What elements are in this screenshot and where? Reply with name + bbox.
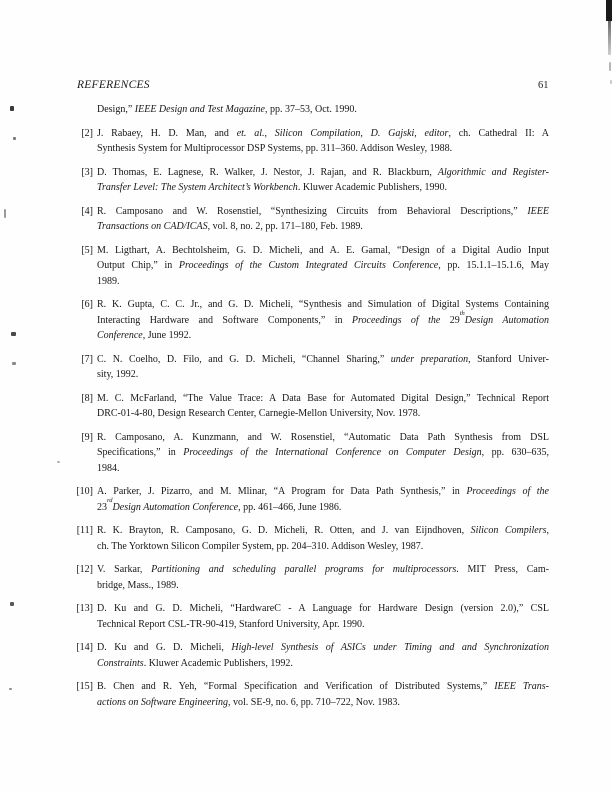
- text-segment: R. Camposano and W. Rosenstiel, “Synthesizing Circuits from Behavioral Descriptions,”: [97, 205, 528, 217]
- text-segment: th: [459, 309, 465, 317]
- scan-artifact: [10, 106, 14, 111]
- reference-label: [15]: [76, 681, 93, 692]
- text-segment: , vol. SE-9, no. 6, pp. 710–722, Nov. 1983.: [228, 696, 400, 708]
- scan-artifact: [4, 209, 6, 218]
- text-segment: Silicon Compilation, D. Gajski, editor: [274, 127, 449, 139]
- text-segment: Design Automation Conference: [112, 501, 239, 513]
- text-segment: Proceedings of the: [466, 486, 549, 497]
- reference-line: [97, 328, 549, 344]
- reference-label: [10]: [76, 486, 93, 497]
- text-segment: rd: [107, 496, 113, 504]
- reference-line: [97, 679, 549, 695]
- text-segment: , pp. 630–635,: [481, 447, 550, 458]
- reference-item: [81, 297, 550, 344]
- reference-line: [97, 562, 549, 578]
- reference-label: [7]: [81, 353, 93, 365]
- reference-line: [97, 297, 549, 313]
- reference-line: [97, 352, 549, 368]
- text-segment: A. Parker, J. Pizarro, and M. Mlinar, “A Program for Data Path Synthesis,” in: [97, 486, 467, 497]
- text-segment: IEEE Design and Test Magazine: [134, 104, 265, 115]
- scan-artifact: [57, 461, 60, 463]
- text-segment: . Kluwer Academic Publishers, 1992.: [143, 657, 293, 669]
- reference-label: [3]: [81, 166, 93, 178]
- reference-label: [5]: [81, 244, 93, 256]
- text-segment: Synthesis System for Multiprocessor DSP Systems, pp. 311–360. Addison Wesley, 1988.: [97, 143, 453, 154]
- scan-artifact: [608, 21, 611, 55]
- text-segment: Conference: [97, 330, 143, 341]
- reference-item: [76, 484, 549, 515]
- scan-artifact: [606, 0, 612, 21]
- reference-label: [14]: [76, 642, 93, 653]
- text-segment: R. K. Brayton, R. Camposano, G. D. Micheli, R. Otten, and J. van Eijndhoven,: [97, 525, 471, 536]
- text-segment: R. Camposano, A. Kunzmann, and W. Rosenstiel, “Automatic Data Path Synthesis from DSL: [97, 431, 549, 443]
- text-segment: Interacting Hardware and Software Components,” in: [97, 314, 352, 326]
- text-segment: Transfer Level: The System Architect’s Workbench: [97, 182, 298, 193]
- text-segment: actions on Software Engineering: [97, 696, 229, 708]
- text-segment: Technical Report CSL-TR-90-419, Stanford University, Apr. 1990.: [97, 618, 365, 630]
- reference-line: [97, 367, 549, 383]
- text-segment: B. Chen and R. Yeh, “Formal Specification and Verification of Distributed Systems,”: [97, 681, 495, 692]
- text-segment: , pp. 461–466, June 1986.: [238, 501, 342, 513]
- reference-line: [97, 461, 549, 477]
- text-segment: , ch. Cathedral II: A: [448, 127, 550, 139]
- reference-line: [97, 496, 549, 516]
- text-segment: Proceedings of the International Conference on Computer Design: [183, 447, 482, 458]
- text-segment: V. Sarkar,: [97, 564, 152, 575]
- text-segment: Transactions on CAD/ICAS: [97, 221, 208, 232]
- reference-label: [8]: [81, 392, 93, 404]
- scan-artifact: [9, 688, 12, 690]
- text-segment: C. N. Coelho, D. Filo, and G. D. Micheli, “Channel Sharing,”: [97, 353, 391, 365]
- reference-line: [97, 204, 549, 220]
- reference-line: [97, 274, 549, 290]
- reference-line: [97, 656, 549, 672]
- text-segment: 1989.: [97, 275, 120, 287]
- reference-item: [76, 601, 549, 632]
- scan-artifact: [12, 362, 16, 365]
- text-segment: 29: [440, 314, 460, 326]
- reference-label: [2]: [81, 127, 93, 139]
- text-segment: Constraints: [97, 657, 144, 669]
- text-segment: DRC-01-4-80, Design Research Center, Carnegie-Mellon University, Nov. 1978.: [97, 408, 421, 419]
- reference-label: [9]: [81, 431, 93, 443]
- reference-line: [97, 219, 549, 235]
- text-segment: M. Ligthart, A. Bechtolsheim, G. D. Micheli, and A. E. Gamal, “Design of a Digital Audio Input: [97, 244, 549, 256]
- reference-item: [81, 126, 550, 157]
- reference-line: [97, 617, 549, 633]
- reference-item: [81, 165, 550, 196]
- text-segment: High-level Synthesis of ASICs under Timing and and Synchronization: [231, 642, 549, 653]
- text-segment: Partitioning and scheduling parallel programs for multiprocessors: [151, 564, 457, 575]
- text-segment: J. Rabaey, H. D. Man, and: [97, 127, 237, 139]
- reference-line: [97, 180, 549, 196]
- reference-line: [97, 484, 549, 500]
- reference-line: [97, 523, 549, 539]
- text-segment: D. Ku and G. D. Micheli,: [97, 642, 232, 653]
- reference-line: [97, 258, 549, 274]
- reference-item: [76, 679, 549, 710]
- text-segment: Algorithmic and Register-: [437, 166, 550, 178]
- text-segment: Silicon Compilers: [470, 525, 547, 536]
- reference-line: [97, 126, 549, 142]
- reference-line: [97, 430, 549, 446]
- text-segment: Specifications,” in: [97, 447, 184, 458]
- reference-item: [81, 243, 549, 290]
- page-number: 61: [538, 80, 549, 91]
- text-segment: under preparation: [390, 353, 469, 365]
- reference-label: [6]: [81, 299, 93, 310]
- reference-label: [4]: [81, 205, 93, 217]
- reference-line: [97, 102, 549, 118]
- text-segment: , pp. 15.1.1–15.1.6, May: [438, 260, 549, 271]
- text-segment: , June 1992.: [142, 330, 192, 341]
- reference-line: [97, 406, 549, 422]
- text-segment: Output Chip,” in: [97, 260, 179, 271]
- text-segment: . MIT Press, Cam-: [456, 564, 549, 575]
- text-segment: bridge, Mass., 1989.: [97, 579, 179, 591]
- text-segment: 1984.: [97, 462, 120, 474]
- text-segment: Proceedings of the: [351, 314, 441, 326]
- text-segment: et. al.: [236, 127, 265, 139]
- page-title: REFERENCES: [77, 79, 150, 91]
- scan-artifact: [10, 602, 14, 606]
- text-segment: ,: [264, 127, 275, 139]
- reference-continuation: [97, 102, 549, 118]
- reference-item: [76, 562, 549, 593]
- text-segment: IEEE Trans-: [494, 681, 549, 692]
- reference-line: [97, 695, 549, 711]
- reference-line: [97, 539, 549, 555]
- reference-line: [97, 141, 549, 157]
- reference-item: [81, 430, 550, 477]
- text-segment: ,: [546, 525, 549, 536]
- scan-artifact: [609, 62, 611, 71]
- scan-artifact: [13, 137, 16, 140]
- reference-line: [97, 165, 549, 181]
- text-segment: sity, 1992.: [97, 369, 139, 380]
- text-segment: Proceedings of the Custom Integrated Circuits Conference: [178, 260, 439, 271]
- reference-item: [81, 391, 549, 422]
- text-segment: , vol. 8, no. 2, pp. 171–180, Feb. 1989.: [207, 221, 363, 232]
- reference-item: [76, 640, 549, 671]
- reference-label: [11]: [76, 525, 93, 536]
- text-segment: D. Thomas, E. Lagnese, R. Walker, J. Nestor, J. Rajan, and R. Blackburn,: [97, 166, 438, 178]
- reference-line: [97, 445, 549, 461]
- text-segment: . Kluwer Academic Publishers, 1990.: [297, 182, 447, 193]
- text-segment: Design Automation: [464, 314, 550, 326]
- reference-line: [97, 578, 549, 594]
- text-segment: M. C. McFarland, “The Value Trace: A Data Base for Automated Digital Design,” Technical Report: [97, 392, 549, 404]
- scan-artifact: [11, 332, 16, 336]
- reference-line: [97, 391, 549, 407]
- text-segment: D. Ku and G. D. Micheli, “HardwareC - A Language for Hardware Design (version 2.0),” CSL: [97, 603, 549, 614]
- reference-line: [97, 640, 549, 656]
- text-segment: IEEE: [527, 205, 549, 217]
- text-segment: R. K. Gupta, C. C. Jr., and G. D. Micheli, “Synthesis and Simulation of Digital Systems Containing: [97, 299, 549, 310]
- text-segment: , pp. 37–53, Oct. 1990.: [264, 104, 357, 115]
- reference-item: [76, 523, 549, 554]
- reference-line: [97, 601, 549, 617]
- reference-item: [81, 352, 549, 383]
- text-segment: 23: [97, 501, 107, 513]
- text-segment: , Stanford Univer-: [468, 353, 549, 365]
- reference-label: [12]: [76, 564, 93, 575]
- text-segment: ch. The Yorktown Silicon Compiler System, pp. 204–310. Addison Wesley, 1987.: [97, 540, 424, 552]
- text-segment: Design,”: [97, 104, 135, 115]
- reference-list: [76, 102, 550, 718]
- reference-item: [81, 204, 549, 235]
- reference-label: [13]: [76, 603, 93, 614]
- reference-line: [97, 243, 549, 259]
- reference-line: [97, 309, 550, 329]
